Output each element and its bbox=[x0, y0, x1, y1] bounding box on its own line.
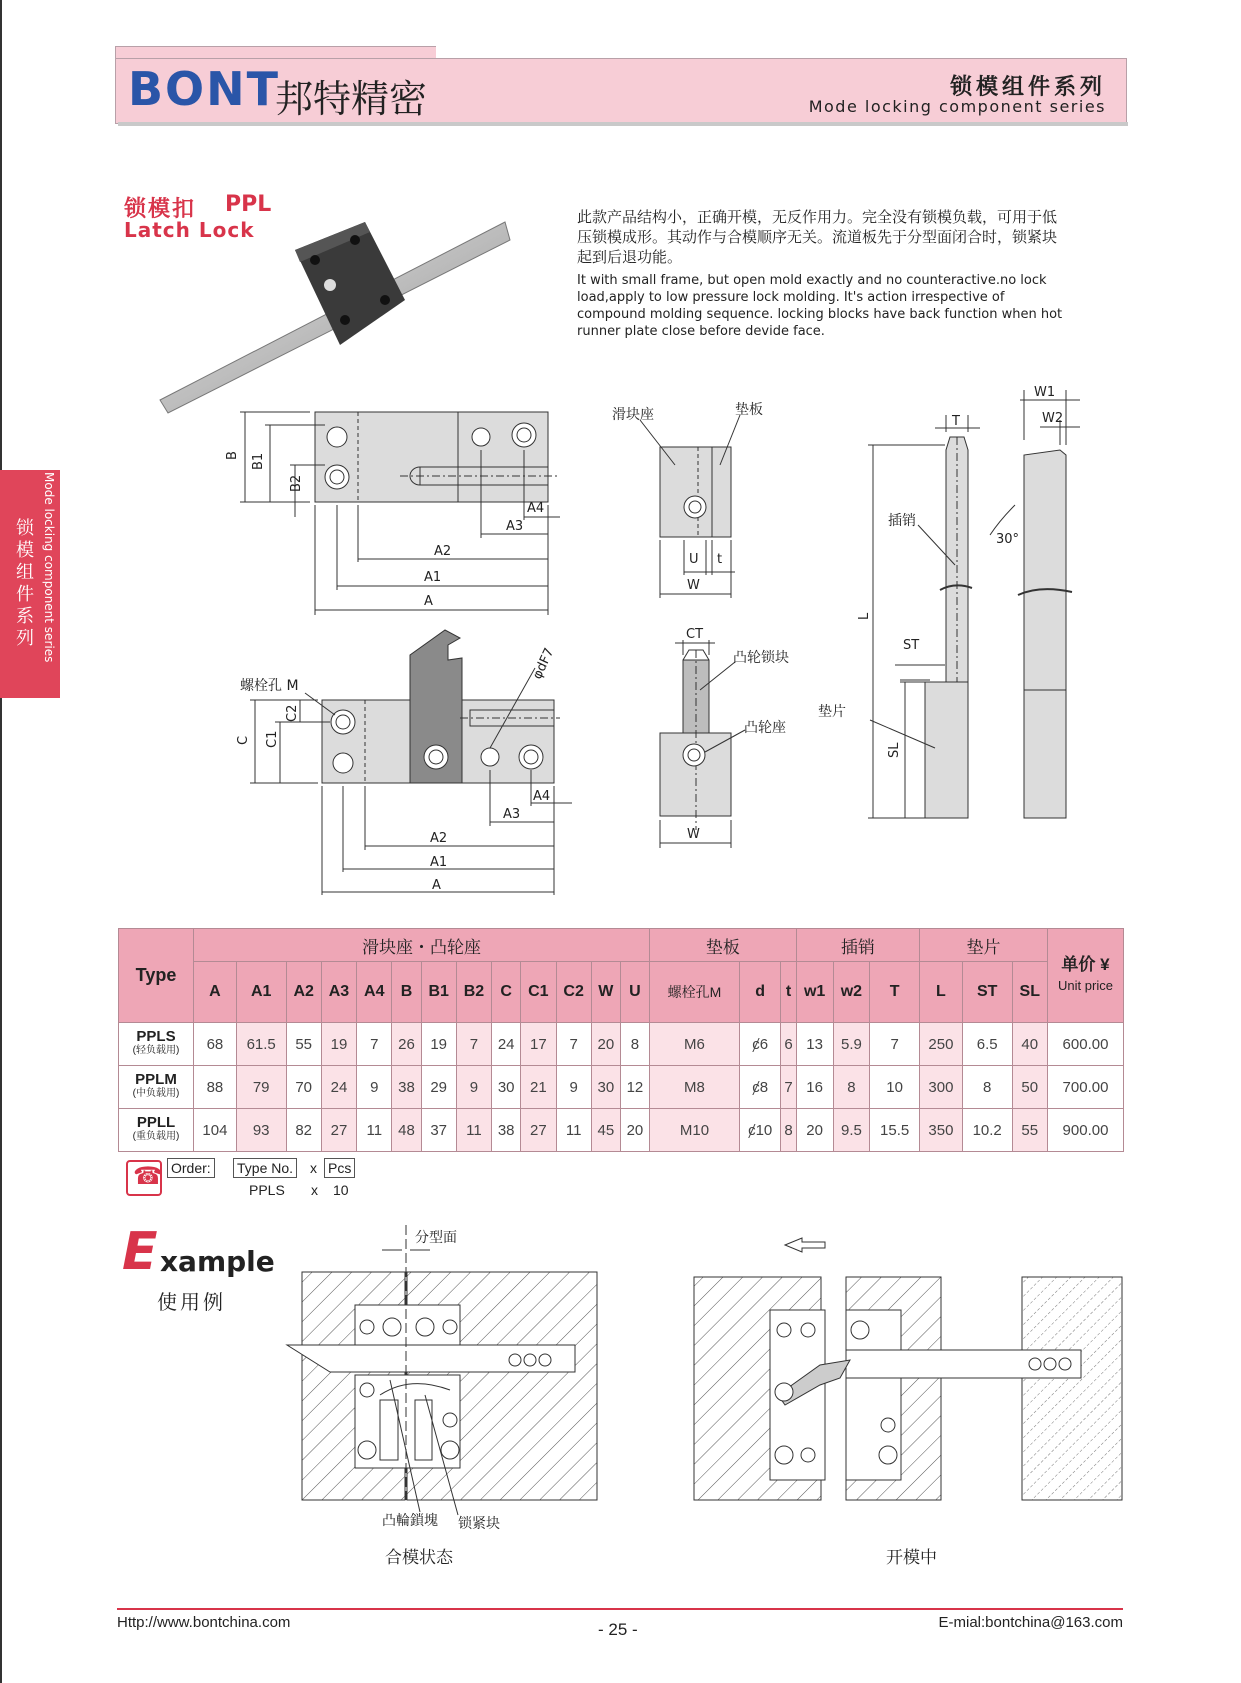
svg-text:A3: A3 bbox=[503, 807, 521, 822]
table-cell: M8 bbox=[649, 1066, 739, 1109]
table-cell: 30 bbox=[591, 1066, 620, 1109]
svg-text:滑块座: 滑块座 bbox=[612, 407, 654, 423]
example-opening-drawing bbox=[694, 1238, 1122, 1500]
group-pin: 插销 bbox=[796, 929, 919, 962]
table-cell: 9.5 bbox=[833, 1109, 870, 1152]
price-cell: 700.00 bbox=[1048, 1066, 1124, 1109]
table-cell: 70 bbox=[286, 1066, 321, 1109]
table-cell: 9 bbox=[556, 1066, 591, 1109]
side-tab-en: Mode locking component series bbox=[42, 472, 56, 663]
series-title-en: Mode locking component series bbox=[808, 97, 1106, 116]
table-cell: 8 bbox=[781, 1109, 796, 1152]
col-header: A3 bbox=[321, 962, 356, 1023]
svg-text:垫板: 垫板 bbox=[735, 402, 763, 418]
table-cell: 27 bbox=[321, 1109, 356, 1152]
side-tab-cn: 锁模组件系列 bbox=[16, 518, 34, 649]
group-slider-cam-seat: 滑块座・凸轮座 bbox=[194, 929, 650, 962]
footer-url[interactable]: Http://www.bontchina.com bbox=[117, 1614, 291, 1631]
svg-text:C: C bbox=[236, 735, 251, 745]
price-cell: 600.00 bbox=[1048, 1023, 1124, 1066]
table-cell: 11 bbox=[556, 1109, 591, 1152]
col-header: A2 bbox=[286, 962, 321, 1023]
svg-text:L: L bbox=[857, 612, 872, 620]
svg-text:SL: SL bbox=[887, 742, 902, 758]
table-cell: 12 bbox=[620, 1066, 649, 1109]
type-cell: PPLL (重负载用) bbox=[119, 1109, 194, 1152]
price-header-en: Unit price bbox=[1058, 978, 1113, 993]
table-cell: 7 bbox=[870, 1023, 920, 1066]
col-header: T bbox=[870, 962, 920, 1023]
col-header: C bbox=[492, 962, 521, 1023]
col-header: A1 bbox=[236, 962, 286, 1023]
table-cell: ȼ6 bbox=[739, 1023, 780, 1066]
type-cell: PPLS (轻负载用) bbox=[119, 1023, 194, 1066]
svg-text:W: W bbox=[687, 827, 700, 842]
svg-text:A1: A1 bbox=[430, 855, 448, 870]
table-row bbox=[119, 1109, 1124, 1152]
table-cell: 7 bbox=[781, 1066, 796, 1109]
col-header: A bbox=[194, 962, 237, 1023]
svg-text:B1: B1 bbox=[251, 452, 266, 470]
table-cell: 7 bbox=[357, 1023, 392, 1066]
table-cell: 61.5 bbox=[236, 1023, 286, 1066]
table-row bbox=[119, 1023, 1124, 1066]
col-header: A4 bbox=[357, 962, 392, 1023]
price-header-cn: 单价 ¥ bbox=[1061, 955, 1110, 974]
svg-text:A2: A2 bbox=[434, 544, 452, 559]
svg-text:W2: W2 bbox=[1042, 411, 1064, 426]
table-cell: 20 bbox=[620, 1109, 649, 1152]
drawing-slider-seat bbox=[240, 412, 560, 615]
svg-text:A1: A1 bbox=[424, 570, 442, 585]
svg-text:A: A bbox=[424, 594, 433, 609]
table-cell: 26 bbox=[392, 1023, 421, 1066]
table-cell: 38 bbox=[492, 1109, 521, 1152]
example-closed-drawing bbox=[287, 1225, 597, 1515]
type-header: Type bbox=[119, 929, 194, 1023]
col-header: U bbox=[620, 962, 649, 1023]
price-header bbox=[1048, 929, 1124, 1023]
col-header: B bbox=[392, 962, 421, 1023]
page-number: - 25 - bbox=[598, 1620, 638, 1639]
svg-text:W: W bbox=[687, 578, 700, 593]
product-photo bbox=[160, 222, 510, 413]
table-cell: 6 bbox=[781, 1023, 796, 1066]
example-title-cn: 使用例 bbox=[157, 1290, 226, 1314]
svg-text:A4: A4 bbox=[527, 501, 545, 516]
product-description-cn: 此款产品结构小，正确开模，无反作用力。完全没有锁模负载，可用于低压锁模成形。其动作与合模顺序无关。流道板先于分型面闭合时，锁紧块起到后退功能。 bbox=[577, 208, 1058, 266]
col-header: L bbox=[920, 962, 963, 1023]
svg-text:A3: A3 bbox=[506, 519, 524, 534]
example-title: xample bbox=[160, 1245, 275, 1278]
table-cell: 300 bbox=[920, 1066, 963, 1109]
table-cell: 17 bbox=[521, 1023, 556, 1066]
order-pcs: Pcs bbox=[324, 1158, 355, 1178]
table-row bbox=[119, 1066, 1124, 1109]
table-cell: 9 bbox=[456, 1066, 491, 1109]
svg-text:分型面: 分型面 bbox=[415, 1230, 457, 1246]
svg-text:垫片: 垫片 bbox=[818, 704, 846, 720]
table-cell: ȼ10 bbox=[739, 1109, 780, 1152]
order-x: x bbox=[310, 1160, 317, 1176]
group-pad-plate: 垫板 bbox=[649, 929, 796, 962]
table-cell: 15.5 bbox=[870, 1109, 920, 1152]
table-cell: 13 bbox=[796, 1023, 833, 1066]
table-cell: 24 bbox=[492, 1023, 521, 1066]
table-cell: 11 bbox=[357, 1109, 392, 1152]
brand-name: 邦特精密 bbox=[275, 77, 428, 121]
table-cell: 10.2 bbox=[962, 1109, 1012, 1152]
col-header: B2 bbox=[456, 962, 491, 1023]
table-cell: 27 bbox=[521, 1109, 556, 1152]
table-cell: 19 bbox=[321, 1023, 356, 1066]
svg-text:C1: C1 bbox=[265, 730, 280, 748]
svg-text:φdF7: φdF7 bbox=[530, 645, 558, 682]
table-cell: 9 bbox=[357, 1066, 392, 1109]
brand-logo: BONT bbox=[128, 62, 281, 116]
table-cell: 24 bbox=[321, 1066, 356, 1109]
col-header: d bbox=[739, 962, 780, 1023]
table-cell: 40 bbox=[1012, 1023, 1047, 1066]
svg-text:凸轮座: 凸轮座 bbox=[744, 720, 786, 736]
table-cell: 68 bbox=[194, 1023, 237, 1066]
table-cell: 20 bbox=[591, 1023, 620, 1066]
table-cell: 55 bbox=[286, 1023, 321, 1066]
price-cell: 900.00 bbox=[1048, 1109, 1124, 1152]
table-cell: 8 bbox=[833, 1066, 870, 1109]
table-cell: 30 bbox=[492, 1066, 521, 1109]
col-header: C2 bbox=[556, 962, 591, 1023]
col-header: B1 bbox=[421, 962, 456, 1023]
series-title-cn: 锁模组件系列 bbox=[949, 75, 1106, 100]
svg-text:t: t bbox=[717, 552, 723, 567]
svg-text:螺栓孔 M: 螺栓孔 M bbox=[240, 678, 299, 694]
table-cell: 11 bbox=[456, 1109, 491, 1152]
table-cell: 19 bbox=[421, 1023, 456, 1066]
col-header: C1 bbox=[521, 962, 556, 1023]
table-cell: 45 bbox=[591, 1109, 620, 1152]
order-example-type: PPLS bbox=[249, 1182, 285, 1198]
drawing-cam-side-view bbox=[660, 640, 745, 848]
svg-text:CT: CT bbox=[686, 627, 704, 642]
svg-text:T: T bbox=[952, 414, 960, 429]
svg-text:W1: W1 bbox=[1034, 385, 1056, 400]
product-description-en: It with small frame, but open mold exactly and no counteractive.no lock load,apply to low pressure lock molding. It's action irrespective of compound molding sequence. locking blocks have back function when hot runner plate close before devide face. bbox=[577, 273, 1063, 339]
svg-text:A: A bbox=[432, 878, 441, 893]
drawing-side-view bbox=[640, 415, 740, 598]
svg-text:凸輪鎖塊: 凸輪鎖塊 bbox=[382, 1513, 438, 1529]
table-cell: 250 bbox=[920, 1023, 963, 1066]
table-cell: ȼ8 bbox=[739, 1066, 780, 1109]
table-cell: 79 bbox=[236, 1066, 286, 1109]
table-cell: M6 bbox=[649, 1023, 739, 1066]
table-cell: 29 bbox=[421, 1066, 456, 1109]
svg-text:ST: ST bbox=[903, 638, 920, 653]
col-header: 螺栓孔M bbox=[649, 962, 739, 1023]
product-code: PPL bbox=[225, 192, 272, 217]
type-cell: PPLM (中负载用) bbox=[119, 1066, 194, 1109]
svg-text:C2: C2 bbox=[285, 704, 300, 722]
order-label: Order: bbox=[167, 1158, 215, 1178]
product-title-cn: 锁模扣 bbox=[124, 197, 197, 222]
order-example-qty: 10 bbox=[333, 1182, 349, 1198]
svg-text:A2: A2 bbox=[430, 831, 448, 846]
spec-table bbox=[118, 928, 1124, 1152]
col-header: w2 bbox=[833, 962, 870, 1023]
table-cell: 10 bbox=[870, 1066, 920, 1109]
table-cell: 21 bbox=[521, 1066, 556, 1109]
table-cell: 350 bbox=[920, 1109, 963, 1152]
table-cell: 6.5 bbox=[962, 1023, 1012, 1066]
table-cell: 104 bbox=[194, 1109, 237, 1152]
table-cell: 20 bbox=[796, 1109, 833, 1152]
closed-state-label: 合模状态 bbox=[385, 1548, 453, 1568]
footer-email[interactable]: E-mial:bontchina@163.com bbox=[938, 1614, 1123, 1631]
svg-text:凸轮锁块: 凸轮锁块 bbox=[733, 650, 789, 666]
example-title-initial: E bbox=[122, 1222, 158, 1282]
order-type-no: Type No. bbox=[233, 1158, 297, 1178]
opening-state-label: 开模中 bbox=[886, 1548, 937, 1568]
table-cell: 7 bbox=[556, 1023, 591, 1066]
table-cell: 93 bbox=[236, 1109, 286, 1152]
svg-text:锁紧块: 锁紧块 bbox=[458, 1516, 500, 1532]
table-cell: 82 bbox=[286, 1109, 321, 1152]
table-cell: 48 bbox=[392, 1109, 421, 1152]
col-header: SL bbox=[1012, 962, 1047, 1023]
drawing-cam-seat bbox=[250, 630, 572, 895]
svg-text:U: U bbox=[689, 552, 699, 567]
table-cell: 8 bbox=[620, 1023, 649, 1066]
col-header: W bbox=[591, 962, 620, 1023]
col-header: ST bbox=[962, 962, 1012, 1023]
table-cell: 37 bbox=[421, 1109, 456, 1152]
svg-text:30°: 30° bbox=[996, 532, 1020, 547]
table-cell: 16 bbox=[796, 1066, 833, 1109]
table-cell: 8 bbox=[962, 1066, 1012, 1109]
table-cell: 5.9 bbox=[833, 1023, 870, 1066]
phone-icon bbox=[126, 1160, 162, 1196]
svg-text:B: B bbox=[225, 451, 240, 460]
footer-divider bbox=[117, 1608, 1123, 1610]
table-cell: 88 bbox=[194, 1066, 237, 1109]
table-cell: 38 bbox=[392, 1066, 421, 1109]
col-header: w1 bbox=[796, 962, 833, 1023]
svg-text:B2: B2 bbox=[289, 474, 304, 492]
order-example-x: x bbox=[311, 1182, 318, 1198]
table-cell: M10 bbox=[649, 1109, 739, 1152]
product-title-en: Latch Lock bbox=[124, 218, 255, 242]
table-cell: 7 bbox=[456, 1023, 491, 1066]
group-shim: 垫片 bbox=[920, 929, 1048, 962]
table-cell: 50 bbox=[1012, 1066, 1047, 1109]
svg-text:插销: 插销 bbox=[888, 513, 916, 529]
col-header: t bbox=[781, 962, 796, 1023]
svg-text:A4: A4 bbox=[533, 789, 551, 804]
table-cell: 55 bbox=[1012, 1109, 1047, 1152]
